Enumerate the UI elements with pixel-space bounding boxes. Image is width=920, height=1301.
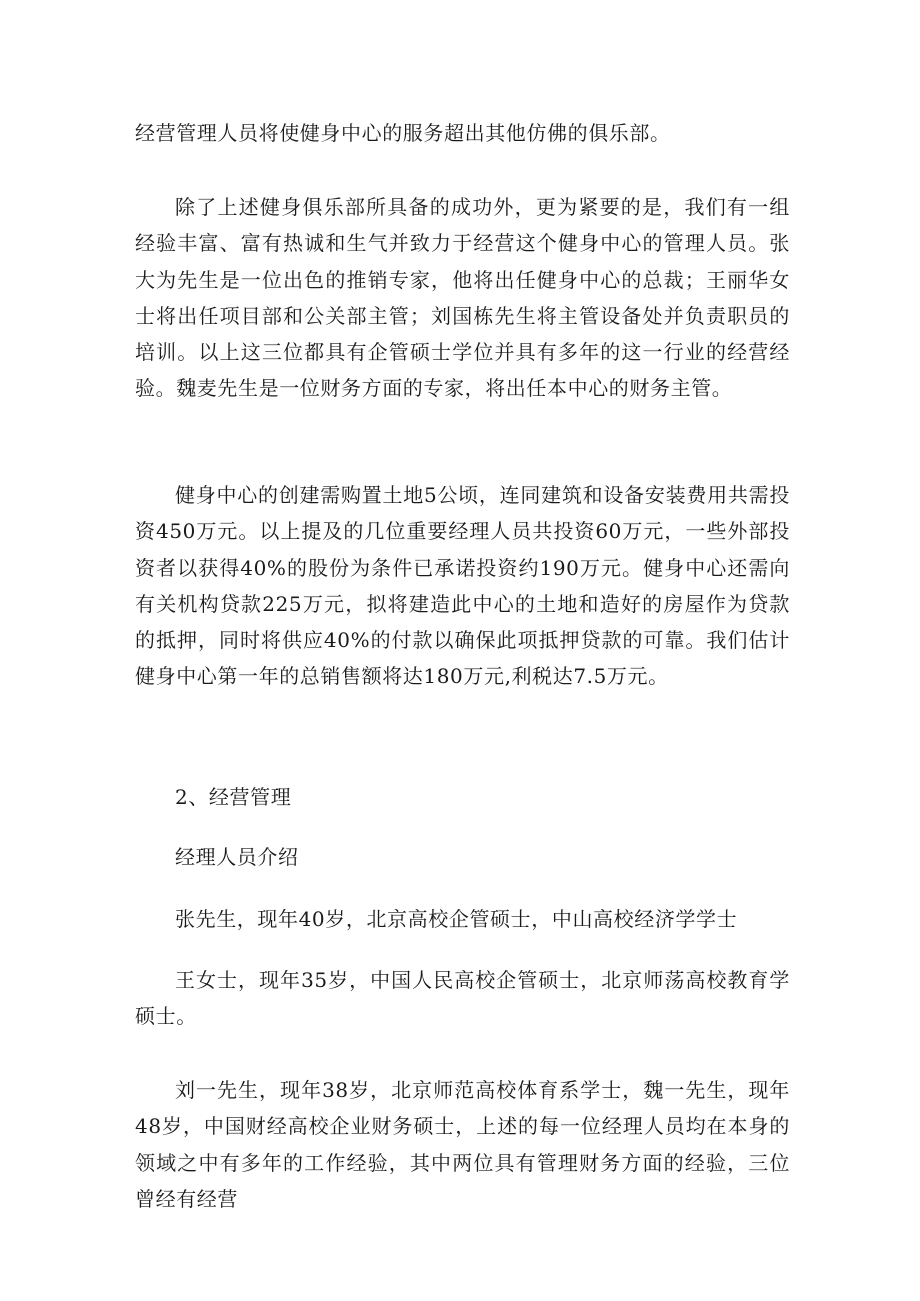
paragraph-management-team: 除了上述健身俱乐部所具备的成功外，更为紧要的是，我们有一组经验丰富、富有热诚和生气并致力于经营这个健身中心的管理人员。张大为先生是一位出色的推销专家，他将出任健身中心的总裁；王丽华女士将出任项目部和公关部主管；刘国栋先生将主管设备处并负责职员的培训。以上这三位都具有企管硕士学位并具有多年的这一行业的经营经验。魏麦先生是一位财务方面的专家，将出任本中心的财务主管。 <box>135 195 790 401</box>
manager-wang-paragraph: 王女士，现年35岁，中国人民高校企管硕士，北京师荡高校教育学硕士。 <box>135 968 790 1029</box>
manager-liu-wei-paragraph: 刘一先生，现年38岁，北京师范高校体育系学士，魏一先生，现年48岁，中国财经高校企业财务硕士，上述的每一位经理人员均在本身的领域之中有多年的工作经验，其中两位具有管理财务方面的经验，三位曾经有经营 <box>135 1078 790 1211</box>
paragraph-intro-continuation: 经营管理人员将使健身中心的服务超出其他仿佛的俱乐部。 <box>135 121 671 145</box>
subheading-manager-intro: 经理人员介绍 <box>175 845 299 869</box>
manager-zhang-line: 张先生，现年40岁，北京高校企管硕士，中山高校经济学学士 <box>175 907 738 931</box>
paragraph-investment: 健身中心的创建需购置土地5公顷，连同建筑和设备安装费用共需投资450万元。以上提及的几位重要经理人员共投资60万元，一些外部投资者以获得40%的股份为条件已承诺投资约190万元。健身中心还需向有关机构贷款225万元，拟将建造此中心的土地和造好的房屋作为贷款的抵押，同时将供应40%的付款以确保此项抵押贷款的可靠。我们估计健身中心第一年的总销售额将达180万元,利税达7.5万元。 <box>135 483 790 689</box>
section-heading-management: 2、经营管理 <box>175 785 292 809</box>
